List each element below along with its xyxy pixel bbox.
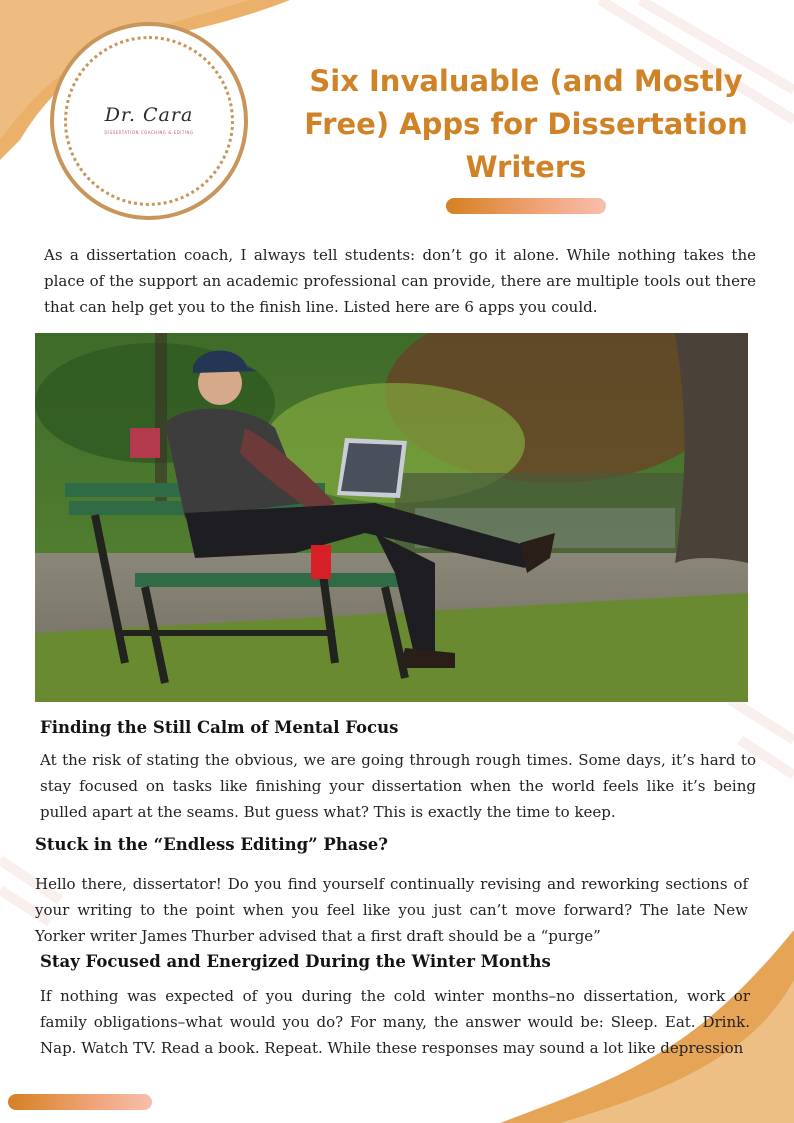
logo-text: Dr. Cara [104,104,194,126]
section-body: Hello there, dissertator! Do you find yourself continually revising and reworking sections of your writing to the point when you feel like you just can’t move forward? The late New Yorker writer James Thurber advised that a first draft should be a “purge” [35,875,748,945]
section-body: At the risk of stating the obvious, we are going through rough times. Some days, it’s hard to stay focused on tasks like finishing your dissertation when the world feels like it’s being pulled apart at the seams. But guess what? This is exactly the time to keep. [40,751,756,821]
page-title: Six Invaluable (and Mostly Free) Apps for Dissertation Writers [304,64,748,184]
section-body: If nothing was expected of you during the cold winter months–no dissertation, work or family obligations–what would you do? For many, the answer would be: Sleep. Eat. Drink. Nap. Watch TV. Read a book. Repeat. While these responses may sound a lot like depression [40,987,750,1057]
title-underline-bar [446,198,606,214]
section-heading: Finding the Still Calm of Mental Focus [40,718,399,737]
logo-tagline: DISSERTATION COACHING & EDITING [104,130,194,135]
bottom-accent-bar [8,1094,152,1110]
section-heading: Stuck in the “Endless Editing” Phase? [35,835,388,854]
logo [50,22,248,220]
intro-paragraph: As a dissertation coach, I always tell students: don’t go it alone. While nothing takes the place of the support an academic professional can provide, there are multiple tools out there that can help get you to the finish line. Listed here are 6 apps you could. [44,246,756,316]
park-bench-laptop-photo [35,333,748,702]
section-heading: Stay Focused and Energized During the Winter Months [40,952,551,971]
